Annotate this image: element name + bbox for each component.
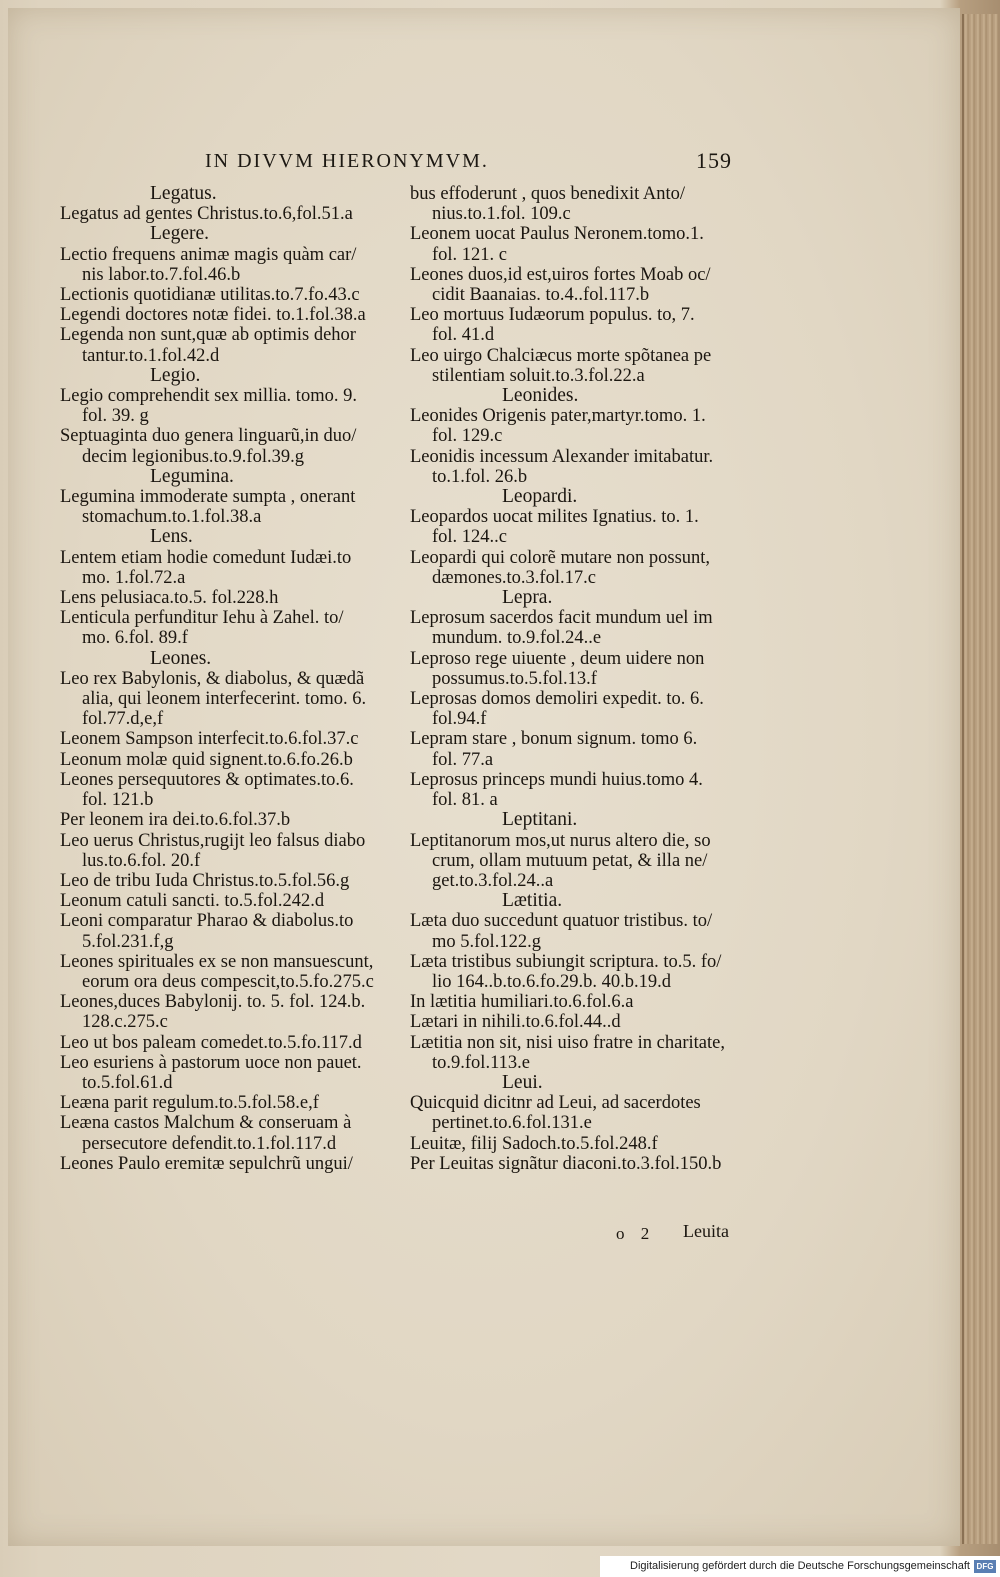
index-entry-line: Septuaginta duo genera linguarũ,in duo/ [60,426,357,447]
index-entry-line: Leuitæ, filij Sadoch.to.5.fol.248.f [410,1133,658,1154]
index-entry [60,871,400,891]
index-entry-line: Leones Paulo eremitæ sepulchrũ ungui/ [60,1153,353,1174]
index-entry [410,406,740,446]
index-entry-line: Leprosas domos demoliri expedit. to. 6. [410,689,704,710]
index-entry-line: stomachum.to.1.fol.38.a [82,507,262,528]
index-entry-line: Leopardos uocat milites Ignatius. to. 1. [410,507,699,528]
index-entry [410,992,740,1012]
index-entry-line: Leonidis incessum Alexander imitabatur. [410,446,714,467]
index-entry-line: Leæna castos Malchum & conseruam à [60,1113,352,1134]
index-entry [60,669,400,730]
index-entry-line: to.1.fol. 26.b [432,466,528,487]
index-entry [60,426,400,466]
index-entry-line: In lætitia humiliari.to.6.fol.6.a [410,992,634,1013]
index-entry-line: Leopardi qui colorẽ mutare non possunt, [410,547,711,568]
index-entry [60,911,400,951]
index-entry [410,447,740,487]
index-entry [60,729,400,749]
index-entry-line: cidit Baanaias. to.4..fol.117.b [432,285,650,306]
index-entry [410,1033,740,1073]
index-entry-line: tantur.to.1.fol.42.d [82,345,220,366]
index-entry-line: pertinet.to.6.fol.131.e [432,1113,592,1134]
index-entry-line: Legio comprehendit sex millia. tomo. 9. [60,386,357,407]
index-entry-line: Lectio frequens animæ magis quàm car/ [60,244,357,265]
index-entry-line: Leproso rege uiuente , deum uidere non [410,648,705,669]
index-entry-line: eorum ora deus compescit,to.5.fo.275.c [82,971,374,992]
index-entry-line: Leones persequutores & optimates.to.6. [60,769,354,790]
index-entry-line: Lens pelusiaca.to.5. fol.228.h [60,588,279,609]
index-entry-line: Læta duo succedunt quatuor tristibus. to/ [410,911,713,932]
index-entry [60,548,400,588]
index-entry-line: Lectionis quotidianæ utilitas.to.7.fo.43.c [60,285,360,306]
page-edge-stack [962,14,998,1544]
index-entry-line: 128.c.275.c [82,1012,168,1033]
index-entry-line: to.5.fol.61.d [82,1072,173,1093]
index-entry-line: Lepram stare , bonum signum. tomo 6. [410,729,698,750]
index-entry [60,1093,400,1113]
index-entry [410,608,740,648]
index-entry-line: persecutore defendit.to.1.fol.117.d [82,1133,337,1154]
index-entry-line: Leones,duces Babylonij. to. 5. fol. 124.b. [60,992,366,1013]
index-entry-line: Leo rex Babylonis, & diabolus, & quædã [60,668,365,689]
index-entry [60,952,400,992]
index-entry-line: Lenticula perfunditur Iehu à Zahel. to/ [60,608,344,629]
index-entry-line: bus effoderunt , quos benedixit Anto/ [410,184,686,204]
index-entry-line: Per leonem ira dei.to.6.fol.37.b [60,810,291,831]
index-entry-line: fol. 124..c [432,527,508,548]
index-entry [410,265,740,305]
index-entry [60,487,400,527]
index-entry-line: Leoni comparatur Pharao & diabolus.to [60,911,354,932]
index-entry [410,729,740,769]
index-entry-line: mo. 1.fol.72.a [82,567,186,588]
dfg-logo-badge: DFG [974,1560,996,1573]
index-entry-line: Leonem uocat Paulus Neronem.tomo.1. [410,224,704,245]
index-entry [410,952,740,992]
index-entry-line: mo. 6.fol. 89.f [82,628,188,649]
index-entry-line: Leo ut bos paleam comedet.to.5.fo.117.d [60,1032,362,1053]
index-entry-line: Lætitia non sit, nisi uiso fratre in charitate, [410,1032,725,1053]
index-entry-line: Leones spirituales ex se non mansuescunt, [60,951,374,972]
index-entry-line: nius.to.1.fol. 109.c [432,204,571,225]
index-entry [60,608,400,648]
index-entry-line: fol. 41.d [432,325,495,346]
index-heading: Legere. [150,223,209,245]
index-entry [60,1033,400,1053]
index-entry [60,305,400,325]
index-entry-line: mundum. to.9.fol.24..e [432,628,602,649]
index-entry [410,831,740,892]
index-heading: Legio. [150,364,201,386]
index-entry-line: Leonum catuli sancti. to.5.fol.242.d [60,891,325,912]
index-entry [410,305,740,345]
index-column-right [410,184,740,1174]
index-entry-line: Legatus ad gentes Christus.to.6,fol.51.a [60,204,353,225]
index-entry-line: Lentem etiam hodie comedunt Iudæi.to [60,547,352,568]
index-entry-line: Leprosum sacerdos facit mundum uel im [410,608,713,629]
index-entry-line: mo 5.fol.122.g [432,931,541,952]
index-entry-line: Leo uerus Christus,rugijt leo falsus diabo [60,830,366,851]
index-entry [410,346,740,386]
index-heading: Lætitia. [502,890,563,912]
index-entry-line: Leonem Sampson interfecit.to.6.fol.37.c [60,729,359,750]
index-entry [410,1134,740,1154]
index-entry [60,245,400,285]
catchword: Leuita [683,1221,729,1241]
index-entry-line: Leptitanorum mos,ut nurus altero die, so [410,830,711,851]
index-entry [60,1154,400,1174]
index-entry-line: fol. 121.b [82,790,154,811]
index-entry [410,507,740,547]
index-entry-line: dæmones.to.3.fol.17.c [432,567,596,588]
index-entry-line: fol. 77.a [432,749,494,770]
index-heading: Lens. [150,526,193,548]
index-entry-line: stilentiam soluit.to.3.fol.22.a [432,365,645,386]
index-entry-line: Lætari in nihili.to.6.fol.44..d [410,1012,621,1033]
index-entry-line: get.to.3.fol.24..a [432,870,554,891]
index-entry [60,285,400,305]
signature-mark: o 2 [616,1224,656,1243]
index-entry [60,891,400,911]
index-entry-line: Leprosus princeps mundi huius.tomo 4. [410,769,703,790]
index-entry-line: fol.77.d,e,f [82,709,164,730]
page-number: 159 [696,148,732,173]
index-entry-line: Leo uirgo Chalciæcus morte spõtanea pe [410,345,712,366]
index-entry [60,325,400,365]
index-entry-line: to.9.fol.113.e [432,1052,530,1073]
index-entry [60,810,400,830]
index-entry-line: Quicquid dicitnr ad Leui, ad sacerdotes [410,1093,701,1114]
index-entry [60,770,400,810]
index-entry-line: fol. 39. g [82,406,149,427]
index-entry-line: fol. 81. a [432,790,498,811]
index-entry [410,689,740,729]
index-entry-line: lus.to.6.fol. 20.f [82,850,201,871]
index-entry-line: fol.94.f [432,709,487,730]
index-entry-line: Leonum molæ quid signent.to.6.fo.26.b [60,749,353,770]
index-entry [60,204,400,224]
index-entry-line: Leæna parit regulum.to.5.fol.58.e,f [60,1093,319,1114]
index-entry [60,1113,400,1153]
running-header [205,148,740,178]
index-entry-line: Leonides Origenis pater,martyr.tomo. 1. [410,406,706,427]
index-entry-line: alia, qui leonem interfecerint. tomo. 6. [82,689,367,710]
index-entry [60,386,400,426]
index-entry [60,992,400,1032]
index-heading: Leptitani. [502,809,578,831]
index-heading: Legatus. [150,183,217,204]
index-entry [410,911,740,951]
index-entry [410,1012,740,1032]
index-column-left [60,184,400,1174]
index-entry [410,770,740,810]
index-entry-line: fol. 121. c [432,244,508,265]
index-heading: Legumina. [150,465,234,487]
running-title: IN DIVVM HIERONYMVM. [205,150,489,172]
index-heading: Leonides. [502,385,579,407]
index-entry-line: 5.fol.231.f,g [82,931,174,952]
index-entry-line: decim legionibus.to.9.fol.39.g [82,446,304,467]
index-entry-line: Leones duos,id est,uiros fortes Moab oc/ [410,264,711,285]
index-entry-line: Leo de tribu Iuda Christus.to.5.fol.56.g [60,870,350,891]
index-entry-line: Legendi doctores notæ fidei. to.1.fol.38.a [60,305,366,326]
index-entry-line: Læta tristibus subiungit scriptura. to.5. fo/ [410,951,722,972]
index-entry [410,184,740,224]
index-entry-line: nis labor.to.7.fol.46.b [82,264,241,285]
footer-text: Digitalisierung gefördert durch die Deutsche Forschungsgemeinschaft [630,1560,970,1572]
index-heading: Leui. [502,1071,543,1093]
index-heading: Leones. [150,647,212,669]
index-entry [60,831,400,871]
index-entry-line: crum, ollam mutuum petat, & illa ne/ [432,850,708,871]
index-entry-line: Legenda non sunt,quæ ab optimis dehor [60,325,356,346]
index-entry-line: Leo mortuus Iudæorum populus. to, 7. [410,305,695,326]
index-entry-line: Legumina immoderate sumpta , onerant [60,487,356,508]
digitization-footer [600,1556,1000,1577]
index-entry-line: possumus.to.5.fol.13.f [432,668,597,689]
index-entry [410,1093,740,1133]
index-entry [410,1154,740,1174]
index-entry [410,649,740,689]
index-entry [60,750,400,770]
index-heading: Lepra. [502,587,553,609]
index-entry-line: Leo esuriens à pastorum uoce non pauet. [60,1052,362,1073]
index-entry [60,1053,400,1093]
index-entry [410,548,740,588]
index-entry [60,588,400,608]
index-entry [410,224,740,264]
index-entry-line: fol. 129.c [432,426,503,447]
index-entry-line: Per Leuitas signãtur diaconi.to.3.fol.150.b [410,1153,722,1174]
index-entry-line: lio 164..b.to.6.fo.29.b. 40.b.19.d [432,971,671,992]
index-heading: Leopardi. [502,486,578,508]
